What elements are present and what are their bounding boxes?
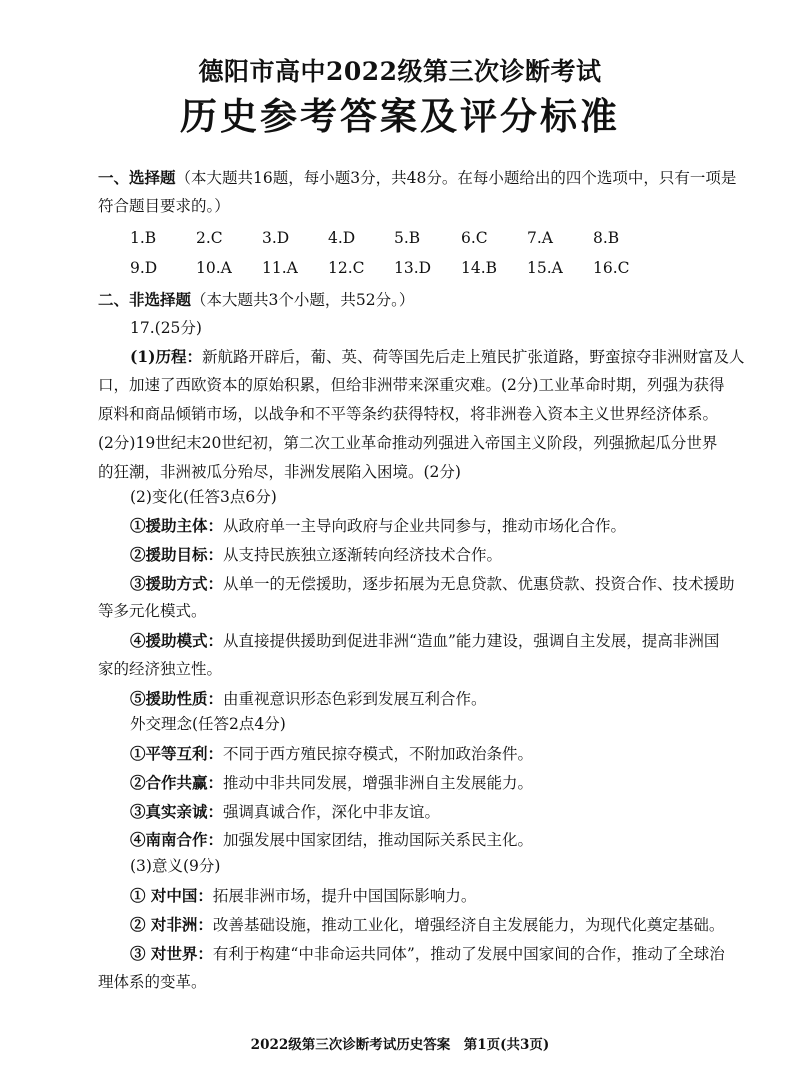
diplomacy-item: ①平等互利：不同于西方殖民掠夺模式，不附加政治条件。: [130, 744, 534, 763]
document-title: 历史参考答案及评分标准: [180, 94, 620, 138]
change-item-continued: 等多元化模式。: [98, 602, 207, 620]
answer-item: 3.D: [262, 229, 290, 247]
section1-desc-line2: 符合题目要求的。）: [98, 197, 230, 215]
answer-item: 8.B: [593, 229, 620, 247]
section1-heading: [98, 163, 768, 193]
part3-title: (3)意义(9分): [130, 857, 221, 875]
part1-line: (2分)19世纪末20世纪初，第二次工业革命推动列强进入帝国主义阶段，列强掀起瓜分世界: [98, 434, 718, 452]
significance-item: ② 对非洲：改善基础设施，推动工业化，增强经济自主发展能力，为现代化奠定基础。: [130, 915, 725, 934]
section1-label: 一、选择题: [98, 168, 176, 187]
question-17-title: 17.(25分): [130, 319, 202, 337]
section1-desc-line1: （本大题共16题，每小题3分，共48分。在每小题给出的四个选项中，只有一项是: [175, 169, 737, 187]
answer-item: 13.D: [394, 259, 432, 277]
change-item: ②援助目标：从支持民族独立逐渐转向经济技术合作。: [130, 545, 503, 564]
diplomacy-item: ②合作共赢：推动中非共同发展，增强非洲自主发展能力。: [130, 773, 534, 792]
answer-item: 15.A: [527, 259, 563, 277]
answer-item: 12.C: [328, 259, 365, 277]
answer-item: 10.A: [196, 259, 232, 277]
change-item: ③援助方式：从单一的无偿援助，逐步拓展为无息贷款、优惠贷款、投资合作、技术援助: [130, 574, 735, 593]
section2-desc: （本大题共3个小题，共52分。）: [191, 291, 415, 309]
answer-item: 11.A: [262, 259, 298, 277]
significance-item-continued: 理体系的变革。: [98, 973, 207, 991]
part1-line: 的狂潮，非洲被瓜分殆尽，非洲发展陷入困境。(2分): [98, 463, 461, 481]
significance-item: ③ 对世界：有利于构建“中非命运共同体”，推动了发展中国家间的合作，推动了全球治: [130, 944, 725, 963]
answer-item: 4.D: [328, 229, 356, 247]
significance-item: ① 对中国：拓展非洲市场，提升中国国际影响力。: [130, 886, 477, 905]
diplomacy-item: ④南南合作：加强发展中国家团结，推动国际关系民主化。: [130, 830, 534, 849]
part1-line: 原料和商品倾销市场，以战争和不平等条约获得特权，将非洲卷入资本主义世界经济体系。: [98, 405, 719, 423]
section2-label: 二、非选择题: [98, 290, 192, 309]
answer-item: 16.C: [593, 259, 630, 277]
part1-line: 口，加速了西欧资本的原始积累，但给非洲带来深重灾难。(2分)工业革命时期，列强为获得: [98, 376, 725, 394]
answer-item: 7.A: [527, 229, 553, 247]
diplomacy-item: ③真实亲诚：强调真诚合作，深化中非友谊。: [130, 802, 441, 821]
answer-item: 5.B: [394, 229, 421, 247]
part1-line: (1)历程：新航路开辟后，葡、英、荷等国先后走上殖民扩张道路，野蛮掠夺非洲财富及人: [130, 347, 745, 366]
change-item: ⑤援助性质：由重视意识形态色彩到发展互利合作。: [130, 689, 487, 708]
answer-item: 14.B: [461, 259, 498, 277]
answer-item: 1.B: [130, 229, 157, 247]
change-item-continued: 家的经济独立性。: [98, 660, 223, 678]
answer-item: 9.D: [130, 259, 158, 277]
answer-item: 6.C: [461, 229, 488, 247]
change-item: ①援助主体：从政府单一主导向政府与企业共同参与，推动市场化合作。: [130, 516, 627, 535]
section2-heading: [98, 285, 414, 315]
part1-label: (1)历程：: [130, 347, 202, 366]
change-item: ④援助模式：从直接提供援助到促进非洲“造血”能力建设，强调自主发展，提高非洲国: [130, 631, 720, 650]
page-footer: 2022级第三次诊断考试历史答案 第1页(共3页): [250, 1037, 550, 1053]
part2-title: (2)变化(任答3点6分): [130, 488, 277, 506]
answer-item: 2.C: [196, 229, 223, 247]
exam-title: 德阳市高中2022级第三次诊断考试: [198, 57, 602, 86]
diplomacy-title: 外交理念(任答2点4分): [130, 715, 286, 733]
